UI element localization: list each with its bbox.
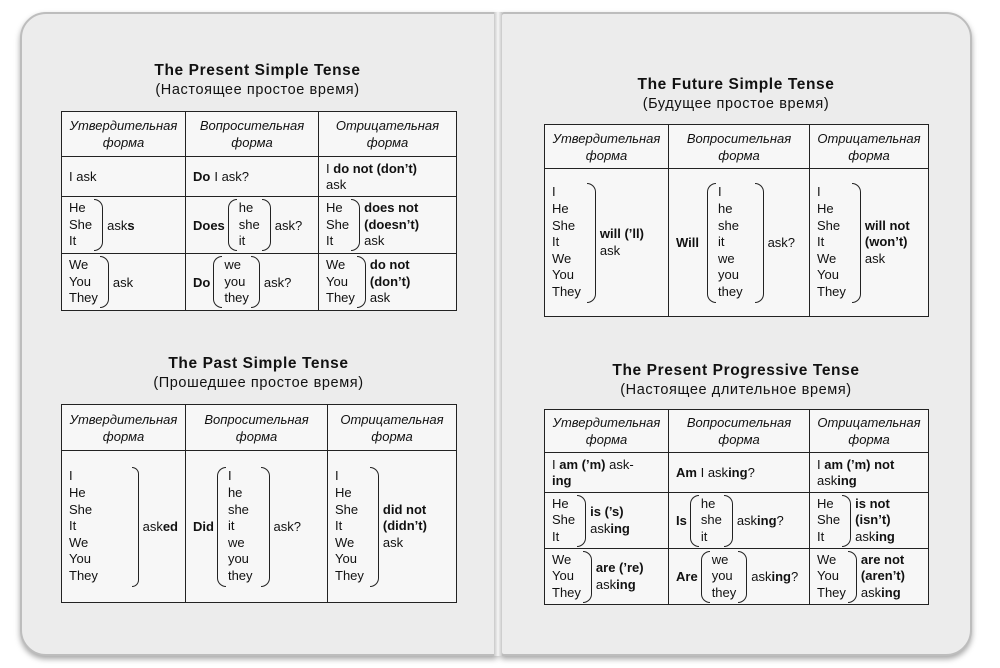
- brace: [100, 256, 109, 308]
- cell-question: Do we you they ask?: [186, 254, 319, 311]
- brace: [251, 256, 260, 308]
- cell-negative: I do not (don’t) ask: [319, 157, 457, 197]
- brace: [94, 199, 103, 251]
- brace: [132, 467, 139, 587]
- brace: [577, 495, 586, 547]
- past-simple-table: [61, 404, 457, 603]
- brace: [738, 551, 747, 603]
- brace: [587, 183, 596, 303]
- cell-affirmative: I He She It We You They will (’ll) ask: [545, 169, 669, 317]
- past-simple-title: The Past Simple Tense: [168, 355, 349, 372]
- cell-question: Does he she it ask?: [186, 197, 319, 254]
- header-question: Вопросительная форма: [669, 410, 810, 453]
- header-affirmative: Утвердительная форма: [62, 112, 186, 157]
- present-simple-table: [61, 111, 457, 311]
- brace: [701, 551, 710, 603]
- brace: [842, 495, 851, 547]
- header-affirmative: Утвердительная форма: [545, 410, 669, 453]
- brace: [262, 199, 271, 251]
- brace: [724, 495, 733, 547]
- present-simple-subtitle: (Настоящее простое время): [155, 82, 360, 98]
- cell-affirmative: I ask: [62, 157, 186, 197]
- cell-affirmative: I He She It We You They ask ed: [62, 451, 186, 603]
- book-gutter: [494, 12, 502, 656]
- cell-negative: He She It is not (isn’t) asking: [810, 493, 929, 549]
- brace: [690, 495, 699, 547]
- cell-negative: I am (’m) not asking: [810, 453, 929, 493]
- cell-negative: He She It does not (doesn’t) ask: [319, 197, 457, 254]
- present-progressive-title: The Present Progressive Tense: [612, 362, 860, 379]
- cell-question: Am I asking?: [669, 453, 810, 493]
- cell-affirmative: He She It is (’s) asking: [545, 493, 669, 549]
- brace: [848, 551, 857, 603]
- future-simple-table: [544, 124, 929, 317]
- cell-negative: I He She It We You They did not (didn’t) ask: [328, 451, 457, 603]
- header-negative: Отрицательная форма: [810, 410, 929, 453]
- header-question: Вопросительная форма: [669, 125, 810, 169]
- cell-negative: We You They do not (don’t) ask: [319, 254, 457, 311]
- brace: [852, 183, 861, 303]
- cell-question: Do I ask?: [186, 157, 319, 197]
- past-simple-subtitle: (Прошедшее простое время): [153, 375, 364, 391]
- header-affirmative: Утвердительная форма: [62, 405, 186, 451]
- brace: [755, 183, 764, 303]
- header-negative: Отрицательная форма: [328, 405, 457, 451]
- brace: [707, 183, 716, 303]
- cell-question: Is he she it ask ing ?: [669, 493, 810, 549]
- cell-question: Are we you they ask ing ?: [669, 549, 810, 605]
- cell-affirmative: He She It ask s: [62, 197, 186, 254]
- header-question: Вопросительная форма: [186, 112, 319, 157]
- cell-affirmative: I am (’m) ask- ing: [545, 453, 669, 493]
- brace: [213, 256, 222, 308]
- brace: [351, 199, 360, 251]
- header-affirmative: Утвердительная форма: [545, 125, 669, 169]
- future-simple-title: The Future Simple Tense: [637, 76, 835, 93]
- header-negative: Отрицательная форма: [810, 125, 929, 169]
- cell-affirmative: We You They are (’re) asking: [545, 549, 669, 605]
- cell-question: Will I he she it we you they ask?: [669, 169, 810, 317]
- cell-question: Did I he she it we you they ask?: [186, 451, 328, 603]
- brace: [583, 551, 592, 603]
- brace: [228, 199, 237, 251]
- brace: [357, 256, 366, 308]
- brace: [217, 467, 226, 587]
- present-progressive-table: [544, 409, 929, 605]
- present-progressive-subtitle: (Настоящее длительное время): [620, 382, 852, 398]
- brace: [261, 467, 270, 587]
- header-question: Вопросительная форма: [186, 405, 328, 451]
- cell-negative: I He She It We You They will not (won’t) ask: [810, 169, 929, 317]
- cell-affirmative: We You They ask: [62, 254, 186, 311]
- header-negative: Отрицательная форма: [319, 112, 457, 157]
- future-simple-subtitle: (Будущее простое время): [642, 96, 830, 112]
- cell-negative: We You They are not (aren’t) asking: [810, 549, 929, 605]
- present-simple-title: The Present Simple Tense: [154, 62, 361, 79]
- brace: [370, 467, 379, 587]
